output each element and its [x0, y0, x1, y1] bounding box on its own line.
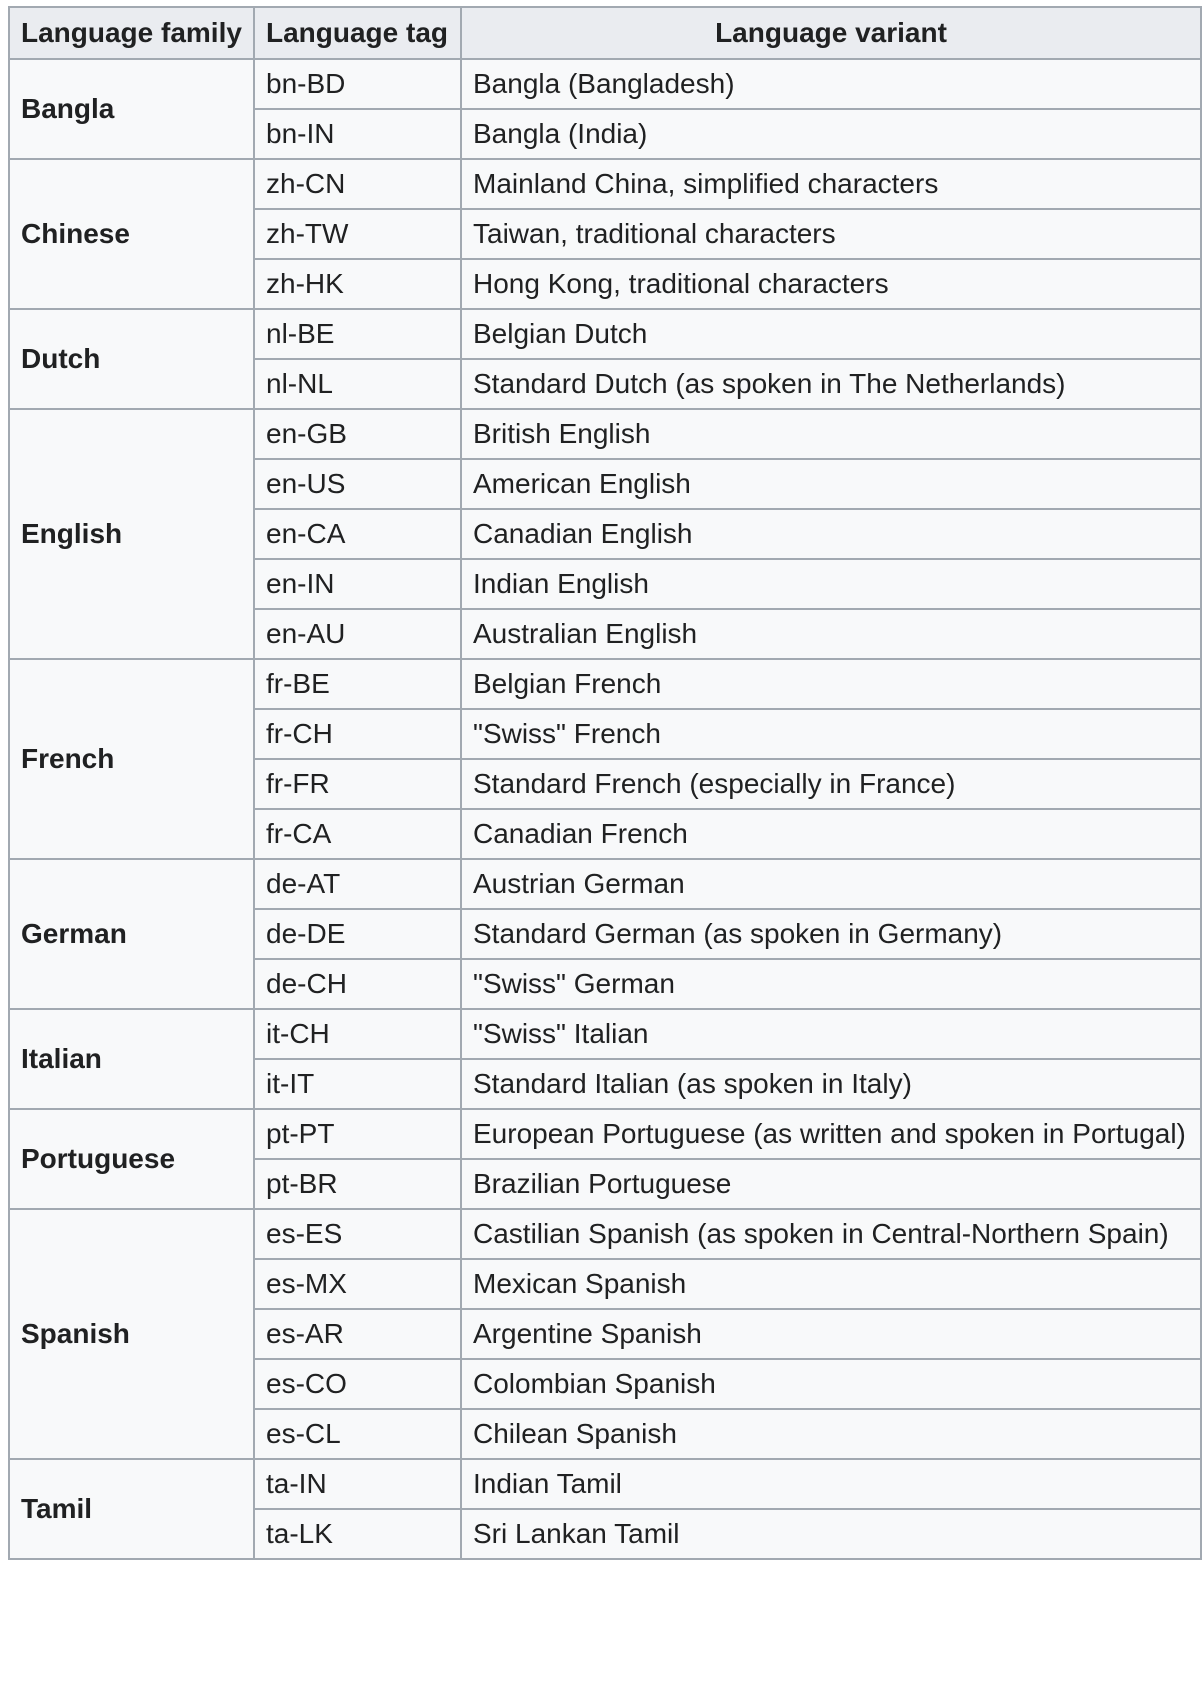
language-tag-cell: nl-NL: [254, 359, 461, 409]
table-header-row: [9, 7, 1201, 59]
table-row: [9, 1009, 1201, 1059]
language-tag-cell: de-DE: [254, 909, 461, 959]
language-variant-cell: Standard Dutch (as spoken in The Netherlands): [461, 359, 1201, 409]
language-variant-cell: Standard Italian (as spoken in Italy): [461, 1059, 1201, 1109]
language-tag-cell: nl-BE: [254, 309, 461, 359]
language-variant-cell: Sri Lankan Tamil: [461, 1509, 1201, 1559]
language-variant-cell: Hong Kong, traditional characters: [461, 259, 1201, 309]
table-row: [9, 1459, 1201, 1509]
language-tag-cell: ta-IN: [254, 1459, 461, 1509]
language-tag-cell: fr-CA: [254, 809, 461, 859]
language-variant-cell: Belgian French: [461, 659, 1201, 709]
language-tag-cell: es-CO: [254, 1359, 461, 1409]
language-variant-cell: Standard French (especially in France): [461, 759, 1201, 809]
language-variant-cell: Mexican Spanish: [461, 1259, 1201, 1309]
language-table: [8, 6, 1202, 1560]
language-variant-cell: Belgian Dutch: [461, 309, 1201, 359]
language-tag-cell: en-US: [254, 459, 461, 509]
language-variant-cell: Castilian Spanish (as spoken in Central-Northern Spain): [461, 1209, 1201, 1259]
language-variant-cell: Indian English: [461, 559, 1201, 609]
language-family-cell: Italian: [9, 1009, 254, 1109]
table-row: [9, 309, 1201, 359]
table-row: [9, 1209, 1201, 1259]
language-tag-cell: it-CH: [254, 1009, 461, 1059]
language-tag-cell: en-AU: [254, 609, 461, 659]
language-tag-cell: pt-BR: [254, 1159, 461, 1209]
language-variant-cell: Indian Tamil: [461, 1459, 1201, 1509]
language-variant-cell: Standard German (as spoken in Germany): [461, 909, 1201, 959]
language-family-cell: Tamil: [9, 1459, 254, 1559]
language-family-cell: Dutch: [9, 309, 254, 409]
language-variant-cell: Argentine Spanish: [461, 1309, 1201, 1359]
table-row: [9, 859, 1201, 909]
language-variant-cell: Austrian German: [461, 859, 1201, 909]
language-variant-cell: "Swiss" French: [461, 709, 1201, 759]
language-variant-cell: "Swiss" German: [461, 959, 1201, 1009]
language-tag-cell: es-MX: [254, 1259, 461, 1309]
language-tag-cell: zh-TW: [254, 209, 461, 259]
language-tag-cell: en-GB: [254, 409, 461, 459]
language-variant-cell: Canadian English: [461, 509, 1201, 559]
language-variant-cell: Mainland China, simplified characters: [461, 159, 1201, 209]
language-variant-cell: "Swiss" Italian: [461, 1009, 1201, 1059]
header-language-family[interactable]: Language family: [9, 7, 254, 59]
language-tag-cell: fr-FR: [254, 759, 461, 809]
header-language-tag[interactable]: Language tag: [254, 7, 461, 59]
language-variant-cell: Taiwan, traditional characters: [461, 209, 1201, 259]
language-family-cell: Bangla: [9, 59, 254, 159]
language-tag-cell: es-ES: [254, 1209, 461, 1259]
language-variant-cell: Chilean Spanish: [461, 1409, 1201, 1459]
language-tag-cell: en-CA: [254, 509, 461, 559]
language-tag-cell: ta-LK: [254, 1509, 461, 1559]
table-row: [9, 159, 1201, 209]
language-tag-cell: fr-CH: [254, 709, 461, 759]
language-variant-cell: Australian English: [461, 609, 1201, 659]
header-language-variant[interactable]: Language variant: [461, 7, 1201, 59]
language-family-cell: German: [9, 859, 254, 1009]
language-tag-cell: zh-CN: [254, 159, 461, 209]
language-family-cell: French: [9, 659, 254, 859]
language-family-cell: Spanish: [9, 1209, 254, 1459]
language-family-cell: Portuguese: [9, 1109, 254, 1209]
table-row: [9, 659, 1201, 709]
language-variant-cell: Canadian French: [461, 809, 1201, 859]
language-variant-cell: American English: [461, 459, 1201, 509]
language-tag-cell: pt-PT: [254, 1109, 461, 1159]
table-row: [9, 59, 1201, 109]
language-tag-cell: bn-BD: [254, 59, 461, 109]
language-tag-cell: es-AR: [254, 1309, 461, 1359]
language-tag-cell: zh-HK: [254, 259, 461, 309]
language-variant-cell: Bangla (India): [461, 109, 1201, 159]
language-tag-cell: bn-IN: [254, 109, 461, 159]
language-tag-cell: es-CL: [254, 1409, 461, 1459]
language-tag-cell: de-AT: [254, 859, 461, 909]
language-tag-cell: en-IN: [254, 559, 461, 609]
table-body: [9, 59, 1201, 1559]
table-row: [9, 1109, 1201, 1159]
language-variant-cell: Brazilian Portuguese: [461, 1159, 1201, 1209]
language-variant-cell: British English: [461, 409, 1201, 459]
language-variant-cell: European Portuguese (as written and spoken in Portugal): [461, 1109, 1201, 1159]
language-family-cell: Chinese: [9, 159, 254, 309]
language-variant-cell: Colombian Spanish: [461, 1359, 1201, 1409]
language-tag-cell: de-CH: [254, 959, 461, 1009]
language-family-cell: English: [9, 409, 254, 659]
language-variant-cell: Bangla (Bangladesh): [461, 59, 1201, 109]
table-row: [9, 409, 1201, 459]
language-tag-cell: it-IT: [254, 1059, 461, 1109]
language-tag-cell: fr-BE: [254, 659, 461, 709]
